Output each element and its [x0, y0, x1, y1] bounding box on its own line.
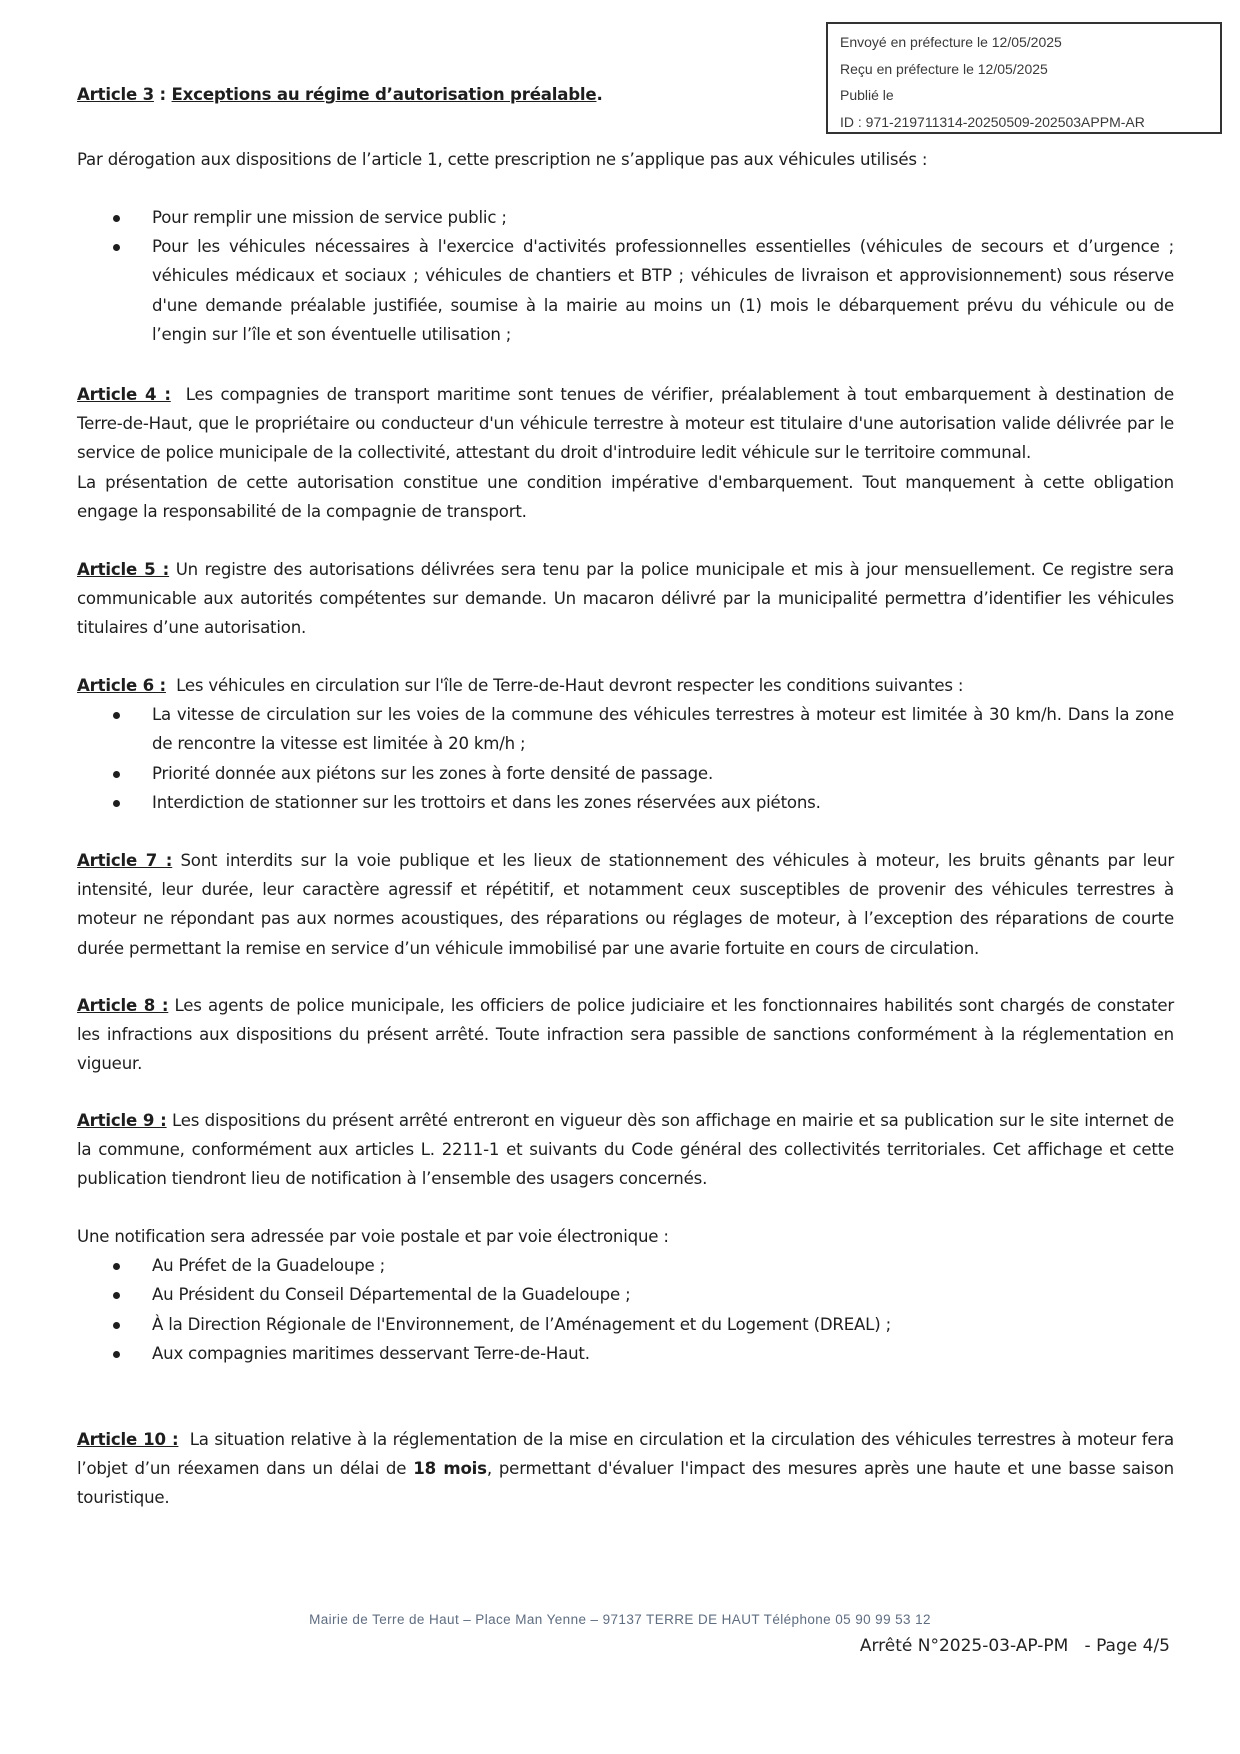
article-label: Article 3	[77, 85, 154, 104]
article-label: Article 6 :	[77, 676, 166, 695]
article-4: Article 4 : Les compagnies de transport maritime sont tenues de vérifier, préalablement à tout embarquement à destination de Terre-de-Haut, que le propriétaire ou conducteur d'un véhicule terrestre à moteur est titulaire d'une autorisation valide délivrée par le service de police municipale de la collectivité, attestant du droit d'introduire ledit véhicule sur le territoire communal. La présentation de cette autorisation constitue une condition impérative d'embarquement. Tout manquement à cette obligation engage la responsabilité de la compagnie de transport.	[77, 385, 1174, 521]
article-title: Exceptions au régime d’autorisation préalable	[171, 85, 597, 104]
list-item: À la Direction Régionale de l'Environnement, de l’Aménagement et du Logement (DREAL) ;	[77, 1310, 1174, 1339]
article-10: Article 10 : La situation relative à la réglementation de la mise en circulation et la circulation des véhicules terrestres à moteur fera l’objet d’un réexamen dans un délai de 18 mois, permettant d'évaluer l'impact des mesures après une haute et une basse saison touristique.	[77, 1430, 1174, 1508]
article-label: Article 9 :	[77, 1111, 167, 1130]
article-3-list	[77, 203, 1174, 349]
review-duration: 18 mois	[413, 1459, 487, 1479]
stamp-received: Reçu en préfecture le 12/05/2025	[840, 60, 1048, 77]
article-label: Article 10 :	[77, 1430, 179, 1449]
list-item: Au Préfet de la Guadeloupe ;	[77, 1251, 1174, 1280]
stamp-sent: Envoyé en préfecture le 12/05/2025	[840, 34, 1062, 50]
list-item: La vitesse de circulation sur les voies de la commune des véhicules terrestres à moteur est limitée à 30 km/h. Dans la zone de rencontre la vitesse est limitée à 20 km/h ;	[77, 700, 1174, 758]
list-item: Au Président du Conseil Départemental de la Guadeloupe ;	[77, 1280, 1174, 1309]
article-6: Article 6 : Les véhicules en circulation sur l'île de Terre-de-Haut devront respecter les conditions suivantes : La vitesse de circulation sur les voies de la commune des véhicules terrestres à moteur est limitée à 30 km/h. Dans la zone de rencontre la vitesse est limitée à 20 km/h ; Priorité donnée aux piétons sur les zones à forte densité de passage. Interdiction de stationner sur les trottoirs et dans les zones réservées aux piétons.	[77, 671, 1174, 817]
article-label: Article 4 :	[77, 385, 171, 404]
list-item: Priorité donnée aux piétons sur les zones à forte densité de passage.	[77, 759, 1174, 788]
footer-address: Mairie de Terre de Haut – Place Man Yenne – 97137 TERRE DE HAUT Téléphone 05 90 99 53 12	[309, 1612, 931, 1627]
footer-reference: Arrêté N°2025-03-AP-PM - Page 4/5	[859, 1636, 1170, 1656]
article-label: Article 7 :	[77, 851, 173, 870]
list-item: Pour les véhicules nécessaires à l'exercice d'activités professionnelles essentielles (véhicules de secours et d’urgence ; véhicules médicaux et sociaux ; véhicules de chantiers et BTP ; véhicules de livraison et approvisionnement) sous réserve d'une demande préalable justifiée, soumise à la mairie au moins un (1) mois le débarquement prévu du véhicule ou de l’engin sur l’île et son éventuelle utilisation ;	[77, 232, 1174, 349]
article-7: Article 7 : Sont interdits sur la voie publique et les lieux de stationnement des véhicules à moteur, les bruits gênants par leur intensité, leur durée, leur caractère agressif et répétitif, et notamment ceux susceptibles de provenir des véhicules terrestres à moteur ne répondant pas aux normes acoustiques, des réparations ou réglages de moteur, à l’exception des réparations de courte durée permettant la remise en service d’un véhicule immobilisé par une avarie fortuite en cours de circulation.	[77, 851, 1175, 958]
article-label: Article 8 :	[77, 996, 169, 1015]
article-8: Article 8 : Les agents de police municipale, les officiers de police judiciaire et les fonctionnaires habilités sont chargés de constater les infractions aux dispositions du présent arrêté. Toute infraction sera passible de sanctions conformément à la réglementation en vigueur.	[77, 996, 1175, 1074]
article-3-intro: Par dérogation aux dispositions de l’article 1, cette prescription ne s’applique pas aux véhicules utilisés :	[77, 150, 928, 169]
stamp-id: ID : 971-219711314-20250509-202503APPM-AR	[840, 113, 1145, 130]
article-3-heading: Article 3 : Exceptions au régime d’autorisation préalable.	[77, 85, 603, 104]
article-label: Article 5 :	[77, 560, 170, 579]
notification-block: Une notification sera adressée par voie postale et par voie électronique : Au Préfet de la Guadeloupe ; Au Président du Conseil Départemental de la Guadeloupe ; À la Direction Régionale de l'Environnement, de l’Aménagement et du Logement (DREAL) ; Aux compagnies maritimes desservant Terre-de-Haut.	[77, 1222, 1174, 1368]
list-item: Interdiction de stationner sur les trottoirs et dans les zones réservées aux piétons.	[77, 788, 1174, 817]
list-item: Pour remplir une mission de service public ;	[77, 203, 1174, 232]
article-9: Article 9 : Les dispositions du présent arrêté entreront en vigueur dès son affichage en mairie et sa publication sur le site internet de la commune, conformément aux articles L. 2211-1 et suivants du Code général des collectivités territoriales. Cet affichage et cette publication tiendront lieu de notification à l’ensemble des usagers concernés.	[77, 1111, 1174, 1189]
stamp-published: Publié le	[840, 87, 894, 103]
list-item: Aux compagnies maritimes desservant Terre-de-Haut.	[77, 1339, 1174, 1368]
article-5: Article 5 : Un registre des autorisations délivrées sera tenu par la police municipale et mis à jour mensuellement. Ce registre sera communicable aux autorités compétentes sur demande. Un macaron délivré par la municipalité permettra d’identifier les véhicules titulaires d’une autorisation.	[77, 560, 1175, 638]
prefecture-stamp	[826, 22, 1222, 134]
